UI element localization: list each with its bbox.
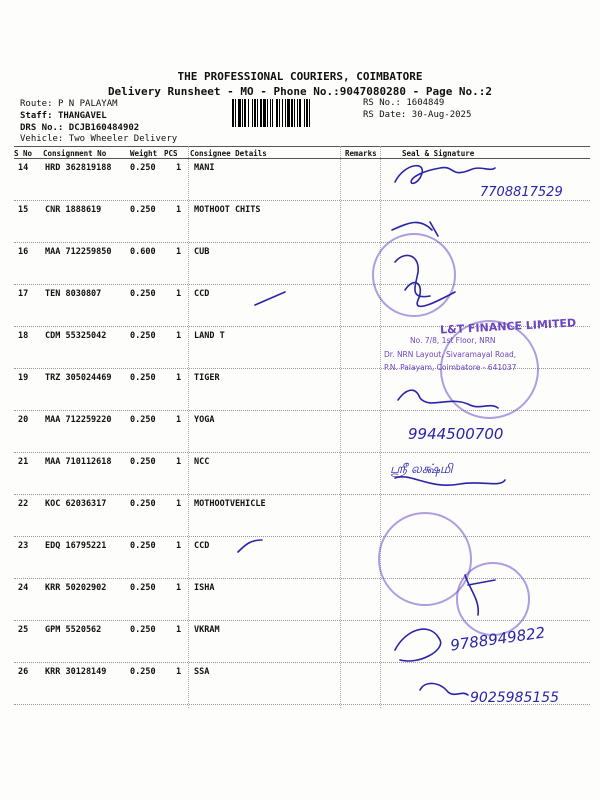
signature-22 [395,477,505,485]
col-signature: Seal & Signature [402,149,475,158]
row-consignee: YOGA [194,415,215,425]
row-consignment: MAA 712259220 [45,415,112,425]
row-consignment: KRR 30128149 [45,667,107,677]
row-weight: 0.250 [130,331,156,341]
col-pcs: PCS [164,149,178,158]
row-consignee: LAND T [194,331,225,341]
col-consignment: Consignment No [43,149,107,158]
row-consignee: SSA [194,667,210,677]
row-sno: 14 [18,163,29,173]
signature-25 [395,629,441,661]
row-pcs: 1 [176,247,182,257]
row-consignment: KRR 50202902 [45,583,107,593]
handwritten-phone-3: 9788949822 [449,623,547,655]
row-consignment: HRD 362819188 [45,163,112,173]
row-pcs: 1 [176,583,182,593]
row-pcs: 1 [176,499,182,509]
signature-19 [398,390,498,408]
row-consignment: GPM 5520562 [45,625,102,635]
row-sno: 15 [18,205,29,215]
handwritten-phone-1: 7708817529 [480,185,563,200]
tick-23 [238,540,262,552]
row-sno: 26 [18,667,29,677]
row-sno: 19 [18,373,29,383]
handwritten-phone-2: 9944500700 [408,425,504,443]
row-sno: 17 [18,289,29,299]
runsheet-subtitle: Delivery Runsheet - MO - Phone No.:9047080280 - Page No.:2 [107,85,493,98]
handwritten-phone-4: 9025985155 [470,690,560,706]
stamp-address-3: P.N. Palayam, Coimbatore - 641037 [384,363,517,372]
signature-24 [465,575,495,615]
row-consignee: TIGER [194,373,220,383]
row-sno: 21 [18,457,29,467]
drs-value: DCJB160484902 [68,123,140,133]
company-title: THE PROFESSIONAL COURIERS, COIMBATORE [177,70,423,83]
row-consignment: CNR 1888619 [45,205,102,215]
stamp-address-2: Dr. NRN Layout, Sivaramayal Road, [384,350,517,359]
staff-value: THANGAVEL [57,111,107,121]
row-consignment: EDQ 16795221 [45,541,107,551]
row-weight: 0.250 [130,541,156,551]
row-consignee: MANI [194,163,215,173]
row-pcs: 1 [176,541,182,551]
signature-15 [392,222,438,236]
row-pcs: 1 [176,205,182,215]
row-weight: 0.250 [130,625,156,635]
row-weight: 0.250 [130,289,156,299]
row-weight: 0.250 [130,457,156,467]
row-pcs: 1 [176,625,182,635]
row-sno: 25 [18,625,29,635]
row-weight: 0.250 [130,499,156,509]
row-pcs: 1 [176,163,182,173]
row-consignee: VKRAM [194,625,220,635]
stamp-company-name: L&T FINANCE LIMITED [439,316,577,337]
row-sno: 18 [18,331,29,341]
row-sno: 23 [18,541,29,551]
row-weight: 0.250 [130,667,156,677]
row-pcs: 1 [176,667,182,677]
rs-date-label: RS Date: [363,110,407,120]
col-sno: S No [14,149,33,158]
row-weight: 0.250 [130,583,156,593]
row-consignment: MAA 710112618 [45,457,112,467]
row-sno: 22 [18,499,29,509]
row-consignee: CUB [194,247,210,257]
route-label: Route: [20,99,53,109]
row-consignee: CCD [194,289,210,299]
row-sno: 20 [18,415,29,425]
tick-17 [255,292,285,305]
row-pcs: 1 [176,331,182,341]
handwritten-tamil-name: ஸ்ரீ லக்ஷ்மி [390,462,453,477]
row-sno: 24 [18,583,29,593]
route-value: P N PALAYAM [57,99,118,109]
row-sno: 16 [18,247,29,257]
row-pcs: 1 [176,415,182,425]
row-consignment: KOC 62036317 [45,499,107,509]
row-weight: 0.250 [130,163,156,173]
row-consignee: MOTHOOT CHITS [194,205,261,215]
col-weight: Weight [130,149,158,158]
row-consignment: CDM 55325042 [45,331,107,341]
rs-no-value: 1604849 [406,98,445,108]
drs-label: DRS No.: [20,123,64,133]
row-consignment: MAA 712259850 [45,247,112,257]
row-consignee: NCC [194,457,210,467]
col-remarks: Remarks [345,149,377,158]
row-consignment: TEN 8030807 [45,289,102,299]
staff-label: Staff: [20,111,53,121]
row-pcs: 1 [176,457,182,467]
row-weight: 0.250 [130,373,156,383]
signature-26 [420,683,468,695]
row-consignment: TRZ 305024469 [45,373,112,383]
row-consignee: MOTHOOTVEHICLE [194,499,266,509]
row-weight: 0.600 [130,247,156,257]
vehicle-value: Two Wheeler Delivery [68,134,178,144]
signature-14 [395,166,495,184]
rs-date-value: 30-Aug-2025 [411,110,472,120]
row-pcs: 1 [176,373,182,383]
row-weight: 0.250 [130,205,156,215]
vehicle-label: Vehicle: [20,134,64,144]
signature-16 [395,255,430,296]
row-consignee: CCD [194,541,210,551]
row-pcs: 1 [176,289,182,299]
signature-17 [405,283,455,307]
col-consignee: Consignee Details [190,149,267,158]
row-consignee: ISHA [194,583,215,593]
stamp-address-1: No. 7/8, 1st Floor, NRN [410,336,496,345]
row-weight: 0.250 [130,415,156,425]
rs-no-label: RS No.: [363,98,401,108]
